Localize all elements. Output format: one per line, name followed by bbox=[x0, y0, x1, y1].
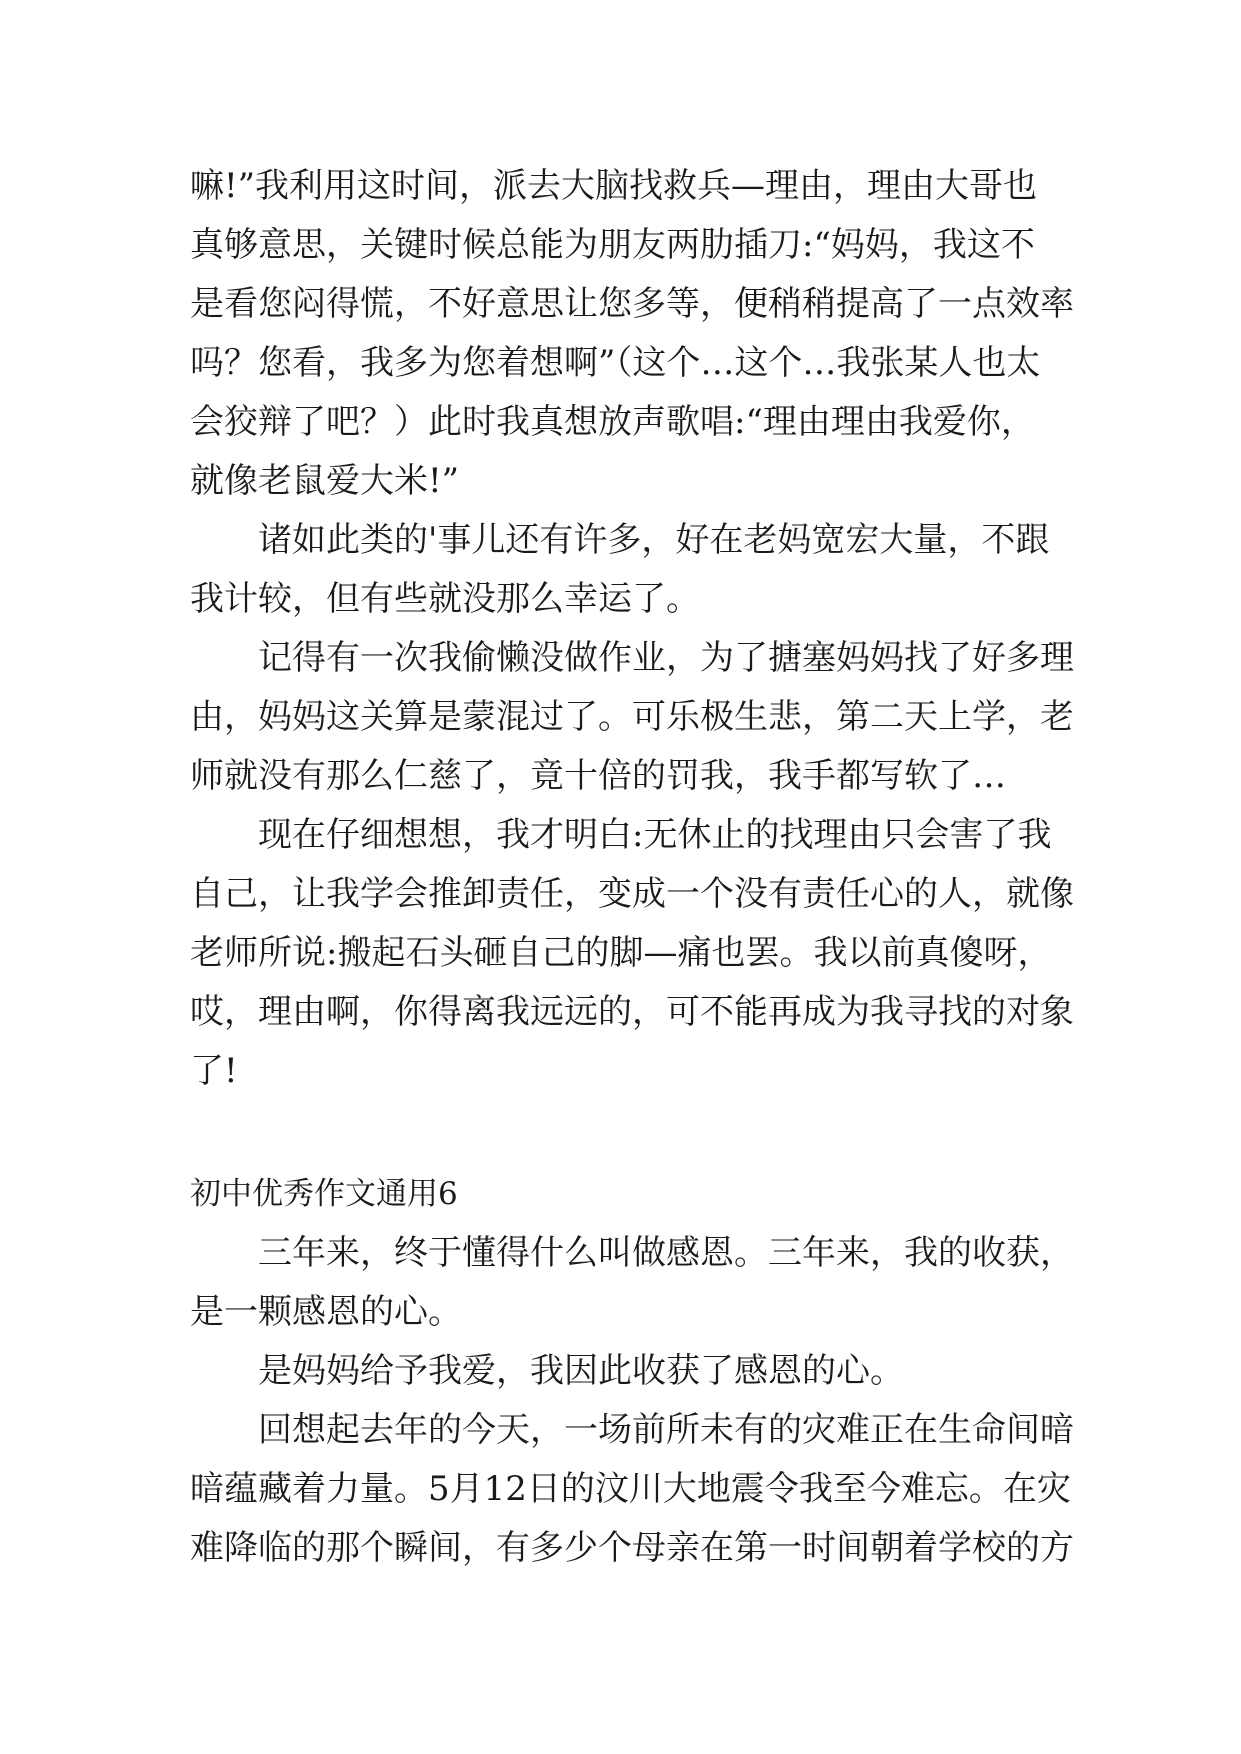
text-line: 我计较，但有些就没那么幸运了。 bbox=[190, 579, 700, 619]
document-page bbox=[190, 157, 1074, 1578]
text-line: 三年来，终于懂得什么叫做感恩。三年来，我的收获， bbox=[258, 1233, 1074, 1273]
text-line: 诸如此类的'事儿还有许多，好在老妈宽宏大量，不跟 bbox=[258, 520, 1050, 560]
text-line: 老师所说:搬起石头砸自己的脚—痛也罢。我以前真傻呀， bbox=[190, 933, 1052, 973]
text-line: 是一颗感恩的心。 bbox=[190, 1292, 462, 1332]
paragraph-4 bbox=[190, 806, 1074, 1101]
text-line: 是妈妈给予我爱，我因此收获了感恩的心。 bbox=[258, 1351, 904, 1391]
text-line: 嘛!”我利用这时间，派去大脑找救兵—理由，理由大哥也 bbox=[190, 166, 1038, 206]
text-line: 回想起去年的今天，一场前所未有的灾难正在生命间暗 bbox=[258, 1410, 1074, 1450]
text-line: 真够意思，关键时候总能为朋友两肋插刀:“妈妈，我这不 bbox=[190, 225, 1035, 265]
text-line: 难降临的那个瞬间，有多少个母亲在第一时间朝着学校的方 bbox=[190, 1528, 1074, 1568]
paragraph-2 bbox=[190, 511, 1050, 629]
text-line: 现在仔细想想，我才明白:无休止的找理由只会害了我 bbox=[258, 815, 1052, 855]
text-line: 会狡辩了吧？）此时我真想放声歌唱:“理由理由我爱你， bbox=[190, 402, 1035, 442]
text-line: 吗？您看，我多为您着想啊”（这个…这个…我张某人也太 bbox=[190, 343, 1041, 383]
text-line: 师就没有那么仁慈了，竟十倍的罚我，我手都写软了… bbox=[190, 756, 1006, 796]
paragraph-7 bbox=[190, 1401, 1074, 1578]
text-line: 暗蕴藏着力量。5月12日的汶川大地震令我至今难忘。在灾 bbox=[190, 1469, 1071, 1509]
paragraph-1 bbox=[190, 157, 1074, 511]
paragraph-6 bbox=[190, 1342, 1050, 1401]
section-title: 初中优秀作文通用6 bbox=[190, 1176, 458, 1212]
section-spacer bbox=[190, 1101, 1050, 1165]
text-line: 哎，理由啊，你得离我远远的，可不能再成为我寻找的对象 bbox=[190, 992, 1074, 1032]
paragraph-5 bbox=[190, 1224, 1074, 1342]
text-line: 就像老鼠爱大米!” bbox=[190, 461, 460, 501]
text-line: 由，妈妈这关算是蒙混过了。可乐极生悲，第二天上学，老 bbox=[190, 697, 1074, 737]
text-line: 自己，让我学会推卸责任，变成一个没有责任心的人，就像 bbox=[190, 874, 1074, 914]
text-line: 记得有一次我偷懒没做作业，为了搪塞妈妈找了好多理 bbox=[258, 638, 1074, 678]
text-line: 了! bbox=[190, 1051, 238, 1091]
paragraph-3 bbox=[190, 629, 1074, 806]
text-line: 是看您闷得慌，不好意思让您多等，便稍稍提高了一点效率 bbox=[190, 284, 1074, 324]
